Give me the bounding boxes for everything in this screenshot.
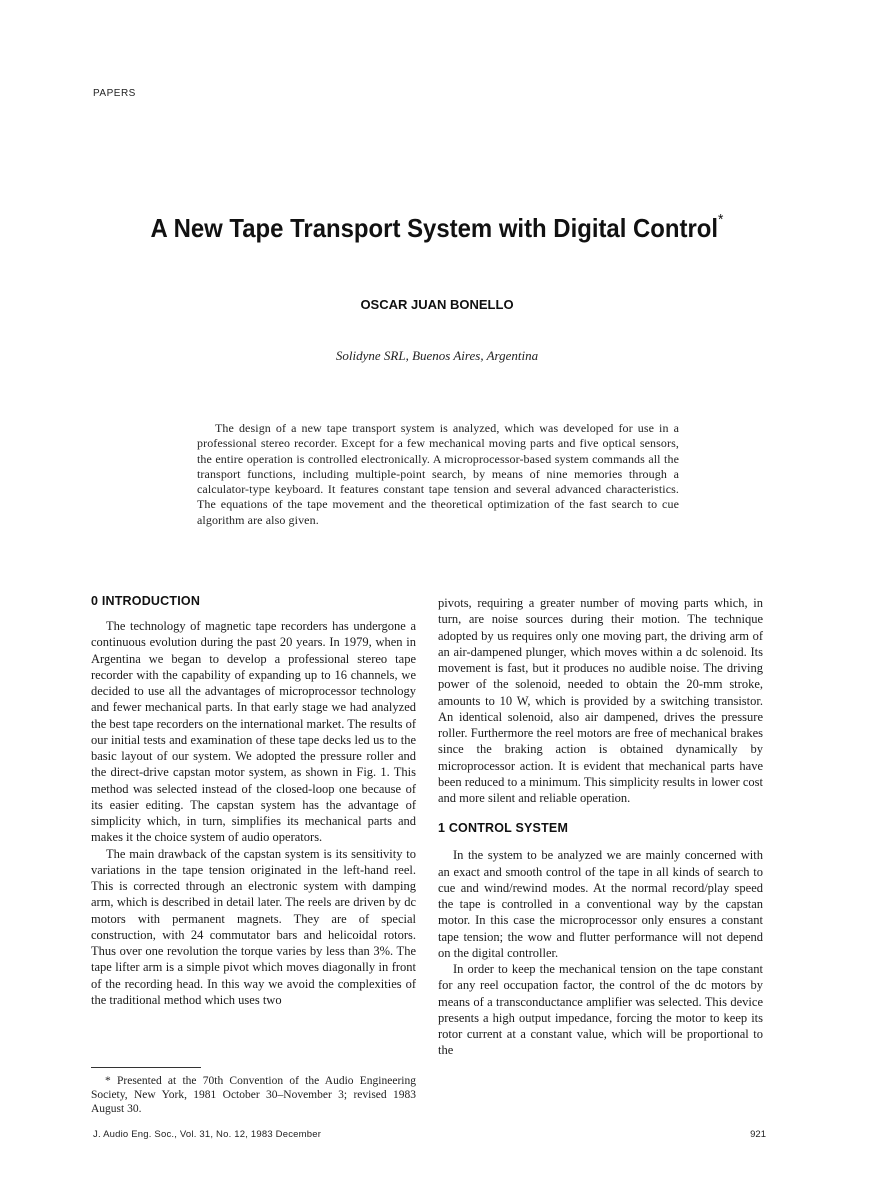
author-name: OSCAR JUAN BONELLO <box>360 297 514 312</box>
footnote <box>91 1074 416 1116</box>
intro-paragraph-2: The main drawback of the capstan system is its sensitivity to variations in the tape tension originated in the left-hand reel. This is corrected through an electronic system with damping arm, which is described in detail later. The reels are driven by dc motors with permanent magnets. They are of special construction, with 24 commutator bars and helicoidal rotors. Thus over one revolution the torque varies by less than 3%. The tape lifter arm is a simple pivot which moves diagonally in front of the recording head. In this way we avoid the complexities of the traditional method which uses two <box>91 846 416 1007</box>
intro-paragraph-1: The technology of magnetic tape recorders has undergone a continuous evolution during the past 20 years. In 1979, when in Argentina we began to develop a professional stereo tape recorder with the capability of expanding up to 16 channels, we decided to use all the advantages of microprocessor technology and fewer mechanical parts. In that early stage we had analyzed the best tape recorders on the international market. The results of our initial tests and examination of these tape decks led us to the basic layout of our system. We adopted the pressure roller and the direct-drive capstan motor system, as shown in Fig. 1. This method was selected instead of the closed-loop one because of its easier editing. The capstan system has the advantage of simplicity which, in turn, simplifies its mechanical parts and makes it the choice system of audio operators. <box>91 619 416 845</box>
left-column <box>91 594 416 1008</box>
intro-paragraph-2-continued: pivots, requiring a greater number of moving parts which, in turn, are noise sources during their motion. The technique adopted by us requires only one moving part, the driving arm of an air-dampened plunger, which moves within a dc solenoid. Its movement is fast, but it produces no audible noise. The driving power of the solenoid, needed to obtain the 20-mm stroke, amounts to 10 W, which is provided by a switching transistor. An identical solenoid, also air dampened, drives the pressure roller. Furthermore the reel motors are free of mechanical brakes since the braking action is obtained dynamically by microprocessor action. It is evident that mechanical parts have been reduced to a minimum. This simplicity results in lower cost and more silent and reliable operation. <box>438 596 763 805</box>
footnote-divider <box>91 1067 201 1068</box>
running-header: PAPERS <box>93 88 136 99</box>
title-text: A New Tape Transport System with Digital Control <box>150 213 719 243</box>
control-paragraph-1: In the system to be analyzed we are mainly concerned with an exact and smooth control of the tape in all kinds of search to cue and wind/rewind modes. At the normal record/play speed the tape is controlled in a conventional way by the capstan motor. In this case the microprocessor only ensures a constant tape tension; the wow and flutter performance will not depend on the digital controller. <box>438 848 763 960</box>
author-affiliation: Solidyne SRL, Buenos Aires, Argentina <box>335 348 539 363</box>
page-number: 921 <box>750 1129 766 1140</box>
paper-title <box>109 213 766 244</box>
title-footnote-mark: * <box>718 211 724 228</box>
section-heading-control-system: 1 CONTROL SYSTEM <box>438 821 569 836</box>
right-column <box>438 595 763 1059</box>
control-paragraph-2: In order to keep the mechanical tension on the tape constant for any reel occupation factor, the control of the dc motors by means of a transconductance amplifier was selected. This device presents a high output impedance, forcing the motor to keep its rotor current at a constant value, which will be proportional to the <box>438 962 763 1058</box>
footnote-text: Presented at the 70th Convention of the Audio Engineering Society, New York, 1981 October 30–November 3; revised 1983 August 30. <box>91 1075 416 1115</box>
footnote-mark: * <box>105 1075 111 1087</box>
journal-citation: J. Audio Eng. Soc., Vol. 31, No. 12, 1983 December <box>93 1129 322 1140</box>
section-heading-introduction: 0 INTRODUCTION <box>91 594 201 608</box>
abstract: The design of a new tape transport system is analyzed, which was developed for use in a professional stereo recorder. Except for a few mechanical moving parts and five optical sensors, the entire operation is controlled electronically. A microprocessor-based system commands all the transport functions, including multiple-point search, by means of nine memories through a calculator-type keyboard. It features constant tape tension and several advanced characteristics. The equations of the tape movement and the theoretical optimization of the fast search to cue algorithm are also given. <box>197 421 679 527</box>
